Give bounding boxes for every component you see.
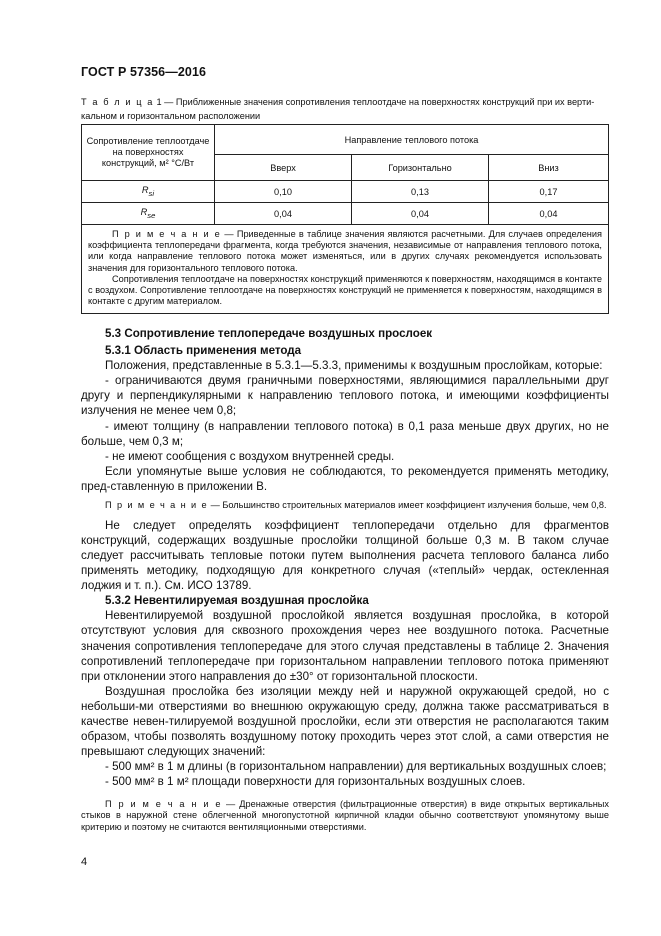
table-cell: 0,04 [489, 203, 609, 225]
table-note-p1 [88, 229, 602, 274]
paragraph: Если упомянутые выше условия не соблюдаются, то рекомендуется применять методику, пред-ставленную в приложении В. [81, 464, 609, 493]
paragraph: Положения, представленные в 5.3.1—5.3.3, применимы к воздушным прослойкам, которые: [105, 359, 603, 373]
note-label: П р и м е ч а н и е [105, 798, 222, 809]
table-cell: 0,04 [352, 203, 489, 225]
symbol-sub: si [148, 188, 155, 198]
paragraph: Не следует определять коэффициент теплопередачи отдельно для фрагментов конструкций, содержащих воздушные прослойки толщиной больше 0,3 м. В таком случае следует рассчитывать тепловые потоки путем выполнения расчета теплового баланса либо применять методику, подходящую для конкретного случая («теплый» чердак, остекленная лоджия и т. п.). См. ИСО 13789. [81, 518, 609, 593]
symbol-sub: se [147, 210, 156, 220]
table-cell: 0,13 [352, 181, 489, 203]
direction-horizontal-header: Горизонтально [352, 155, 489, 181]
section-5-3 [81, 326, 609, 834]
note [81, 500, 609, 512]
table-cell: 0,04 [215, 203, 352, 225]
symbol-r: R [140, 207, 148, 218]
table-cell: 0,17 [489, 181, 609, 203]
row-symbol [82, 181, 215, 203]
col1-header: Сопротивление теплоотдаче на поверхностях конструкций, м² °С/Вт [82, 125, 215, 181]
list-item: - не имеют сообщения с воздухом внутренней среды. [105, 449, 395, 463]
document-header: ГОСТ Р 57356—2016 [81, 65, 207, 79]
direction-up-header: Вверх [215, 155, 352, 181]
paragraph: Воздушная прослойка без изоляции между ней и наружной окружающей средой, но с небольши-ми отверстиями во внешнюю окружающую среду, должна также рассматриваться в качестве невен-тилируемой воздушной прослойки, если эти отверстия не располагаются таким образом, чтобы позволять воздушному потоку проходить через этот слой, а сами отверстия не превышают следующих значений: [81, 684, 609, 759]
list-item: - 500 мм² в 1 м² площади поверхности для горизонтальных воздушных слоев. [105, 775, 526, 789]
paragraph: Невентилируемой воздушной прослойкой является воздушная прослойка, в которой отсутствуют условия для сквозного прохождения через нее воздушного потока. Расчетные значения сопротивления теплопередаче для этого случая представлены в таблице 2. Значения сопротивлений теплопередаче при горизонтальном направлении теплового потока применяют при отклонении этого направления до ±30° от горизонтальной плоскости. [81, 609, 609, 683]
table-caption-label: Т а б л и ц а [81, 97, 154, 107]
list-item: - ограничиваются двумя граничными поверхностями, являющимися параллельными друг другу и перпендикулярными к направлению теплового потока, и имеющими коэффициенты излучения не менее чем 0,8; [81, 374, 609, 418]
table-caption [81, 95, 608, 123]
resistance-table [81, 124, 609, 314]
table-cell: 0,10 [215, 181, 352, 203]
list-item: - имеют толщину (в направлении теплового потока) в 0,1 раза меньше двух других, но не больше, чем 0,3 м; [81, 419, 609, 448]
direction-down-header: Вниз [489, 155, 609, 181]
note-text: — Большинство строительных материалов имеет коэффициент излучения больше, чем 0,8. [208, 500, 607, 511]
table-note [82, 225, 609, 314]
note [81, 799, 609, 834]
page-number: 4 [81, 856, 88, 868]
table-caption-text: 1 — Приближенные значения сопротивления теплоотдаче на поверхностях конструкций при их верти-кальном и горизонтальном расположении [81, 97, 595, 121]
note-label: П р и м е ч а н и е [105, 500, 209, 511]
table-row [82, 203, 609, 225]
list-item: - 500 мм² в 1 м длины (в горизонтальном направлении) для вертикальных воздушных слоев; [105, 760, 607, 774]
table-row [82, 181, 609, 203]
symbol-r: R [141, 185, 149, 196]
subsection-heading: 5.3.1 Область применения метода [105, 344, 302, 358]
table-note-p2: Сопротивления теплоотдаче на поверхностях конструкций применяются к поверхностям, находящимся в контакте с воздухом. Сопротивление теплоотдаче на поверхностях конструкций не применяется к поверхностям, находящимся в контакте с другим материалом. [88, 273, 602, 307]
note-text: — Дренажные отверстия (фильтрационные отверстия) в виде открытых вертикальных стыков в наружной стене облегченной многопустотной кирпичной кладки обычно соответствуют упомянутому выше критерию и поэтому не считаются вентиляционными отверстиями. [81, 798, 610, 833]
table-note-text: — Приведенные в таблице значения являются расчетными. Для случаев определения коэффициента теплопередачи фрагмента, когда требуются значения, независимые от направления теплового потока, или когда направление теплового потока может изменяться, или в других случаях рекомендуется использовать значения для горизонтального теплового потока. [88, 229, 602, 273]
direction-group-header: Направление теплового потока [215, 125, 609, 155]
table-note-label: П р и м е ч а н и е [112, 229, 222, 239]
row-symbol [82, 203, 215, 225]
subsection-heading: 5.3.2 Невентилируемая воздушная прослойка [105, 594, 369, 608]
section-heading: 5.3 Сопротивление теплопередаче воздушных прослоек [105, 327, 433, 340]
